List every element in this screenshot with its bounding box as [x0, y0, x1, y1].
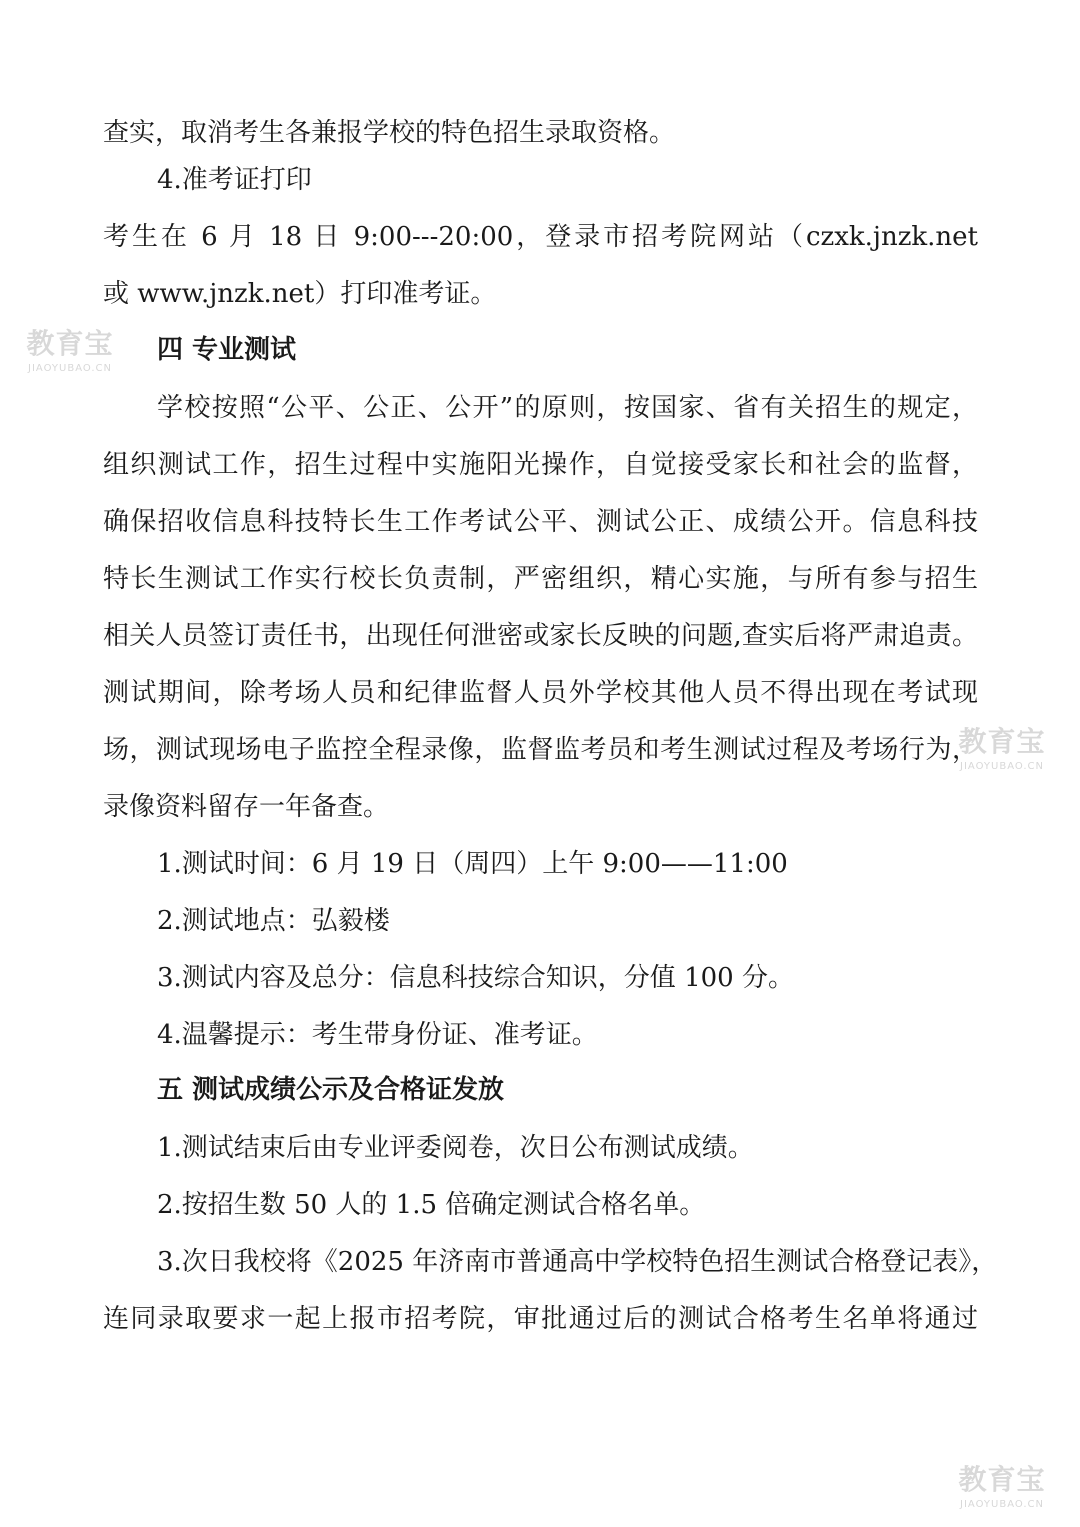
text-line: 考生在 6 月 18 日 9:00---20:00，登录市招考院网站（czxk.jnzk.net	[103, 222, 978, 252]
list-item-results-3: 3.次日我校将《2025 年济南市普通高中学校特色招生测试合格登记表》，	[157, 1247, 998, 1277]
list-item-results-2: 2.按招生数 50 人的 1.5 倍确定测试合格名单。	[157, 1190, 706, 1220]
watermark-logo-text: 教育宝	[26, 327, 114, 360]
text-line: 查实，取消考生各兼报学校的特色招生录取资格。	[103, 118, 676, 148]
list-item-test-time: 1.测试时间：6 月 19 日（周四）上午 9:00——11:00	[157, 849, 788, 879]
text-line: 确保招收信息科技特长生工作考试公平、测试公正、成绩公开。信息科技	[103, 507, 978, 537]
subheading-ticket-print: 4.准考证打印	[157, 165, 312, 195]
list-item-reminder: 4.温馨提示：考生带身份证、准考证。	[157, 1020, 598, 1050]
text-line: 组织测试工作，招生过程中实施阳光操作，自觉接受家长和社会的监督，	[103, 450, 978, 480]
watermark	[14, 326, 126, 390]
watermark-logo-text: 教育宝	[958, 725, 1046, 758]
watermark-url: JIAOYUBAO.CN	[28, 363, 112, 374]
text-line: 特长生测试工作实行校长负责制，严密组织，精心实施，与所有参与招生	[103, 564, 978, 594]
watermark-url: JIAOYUBAO.CN	[960, 1499, 1044, 1510]
text-line: 场，测试现场电子监控全程录像，监督监考员和考生测试过程及考场行为，	[103, 735, 978, 765]
text-line: 测试期间，除考场人员和纪律监督人员外学校其他人员不得出现在考试现	[103, 678, 978, 708]
text-line: 学校按照“公平、公正、公开”的原则，按国家、省有关招生的规定，	[157, 393, 978, 423]
text-line: 相关人员签订责任书，出现任何泄密或家长反映的问题,查实后将严肃追责。	[103, 621, 978, 651]
watermark	[946, 724, 1058, 788]
text-line: 录像资料留存一年备查。	[103, 792, 390, 822]
text-line: 或 www.jnzk.net）打印准考证。	[103, 279, 497, 309]
list-item-test-location: 2.测试地点：弘毅楼	[157, 906, 390, 936]
list-item-results-1: 1.测试结束后由专业评委阅卷，次日公布测试成绩。	[157, 1133, 754, 1163]
text-line: 连同录取要求一起上报市招考院，审批通过后的测试合格考生名单将通过	[103, 1304, 978, 1334]
section-heading-results: 五 测试成绩公示及合格证发放	[157, 1075, 505, 1105]
list-item-test-content: 3.测试内容及总分：信息科技综合知识，分值 100 分。	[157, 963, 794, 993]
section-heading-professional-test: 四 专业测试	[157, 335, 297, 365]
watermark	[946, 1462, 1058, 1526]
watermark-logo-text: 教育宝	[958, 1463, 1046, 1496]
watermark-url: JIAOYUBAO.CN	[960, 761, 1044, 772]
